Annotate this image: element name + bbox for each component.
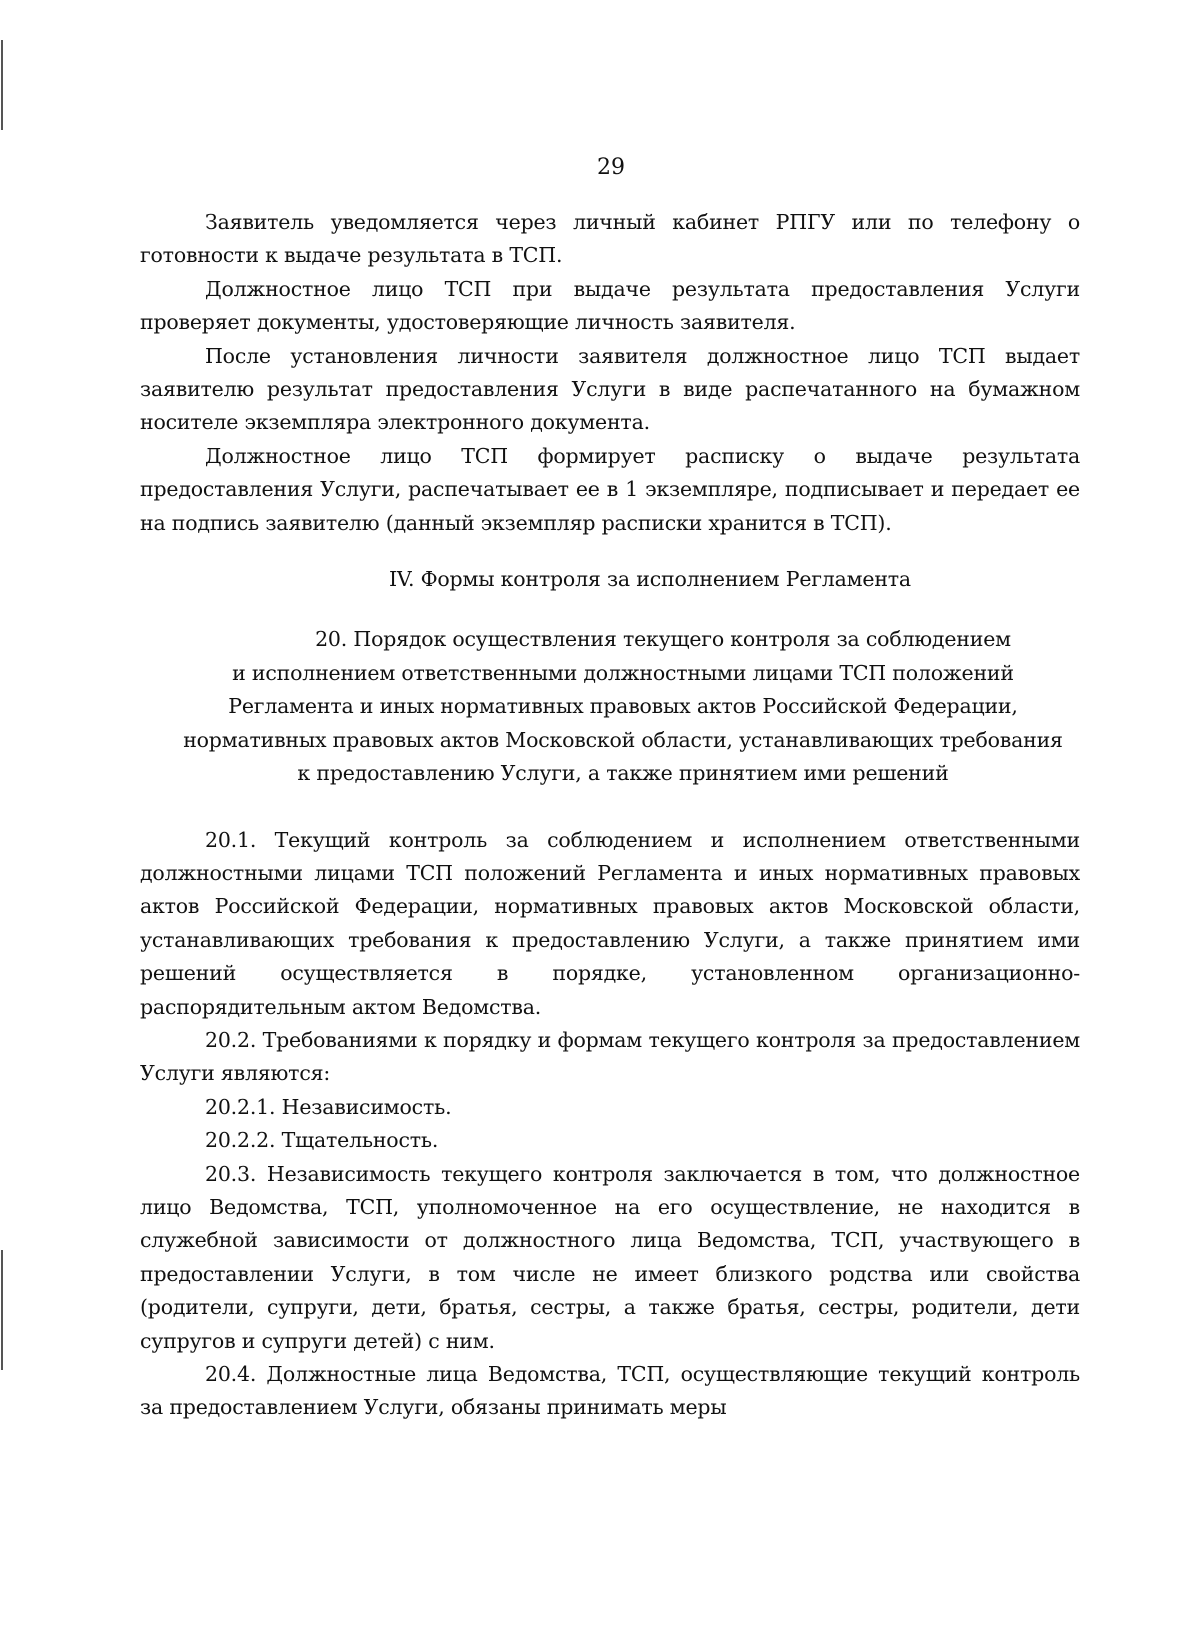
paragraph: 20.2. Требованиями к порядку и формам текущего контроля за предоставлением Услуги являются: [140,1027,1080,1086]
subsection-heading-line: и исполнением ответственными должностными лицами ТСП положений [232,660,1014,685]
paragraph: 20.1. Текущий контроль за соблюдением и исполнением ответственными должностными лицами ТСП положений Регламента и иных нормативных правовых актов Российской Федерации, нормативных правовых актов Московской области, устанавливающих требования к предоставлению Услуги, а также принятием ими решений осуществляется в порядке, установленном организационно-распорядительным актом Ведомства. [140,827,1080,1019]
subsection-heading-line: Регламента и иных нормативных правовых актов Российской Федерации, [228,694,1018,719]
subsection-heading-line: нормативных правовых актов Московской области, устанавливающих требования [183,727,1063,752]
paragraph: После установления личности заявителя должностное лицо ТСП выдает заявителю результат предоставления Услуги в виде распечатанного на бумажном носителе экземпляра электронного документа. [140,343,1080,435]
scan-edge-line [1,40,3,130]
paragraph: 20.4. Должностные лица Ведомства, ТСП, осуществляющие текущий контроль за предоставлением Услуги, обязаны принимать меры [140,1362,1080,1420]
page-number: 29 [597,155,625,180]
paragraph: Должностное лицо ТСП формирует расписку о выдаче результата предоставления Услуги, распечатывает ее в 1 экземпляре, подписывает и передает ее на подпись заявителю (данный экземпляр расписки хранится в ТСП). [140,443,1080,535]
section-heading: IV. Формы контроля за исполнением Регламента [389,567,911,592]
paragraph: Заявитель уведомляется через личный кабинет РПГУ или по телефону о готовности к выдаче результата в ТСП. [140,210,1080,268]
document-body [140,206,1080,1425]
subsection-heading [140,623,1080,790]
scan-edge-line [1,1250,3,1370]
paragraph: 20.2.2. Тщательность. [205,1128,439,1153]
paragraph: 20.2.1. Независимость. [205,1094,452,1119]
subsection-heading-line: 20. Порядок осуществления текущего контроля за соблюдением [315,627,1011,652]
paragraph: 20.3. Независимость текущего контроля заключается в том, что должностное лицо Ведомства, ТСП, уполномоченное на его осуществление, не находится в служебной зависимости от должностного лица Ведомства, ТСП, участвующего в предоставлении Услуги, в том числе не имеет близкого родства или свойства (родители, супруги, дети, братья, сестры, а также братья, сестры, родители, дети супругов и супруги детей) с ним. [140,1161,1080,1353]
paragraph: Должностное лицо ТСП при выдаче результата предоставления Услуги проверяет документы, удостоверяющие личность заявителя. [140,276,1080,335]
subsection-heading-line: к предоставлению Услуги, а также принятием ими решений [297,761,949,786]
